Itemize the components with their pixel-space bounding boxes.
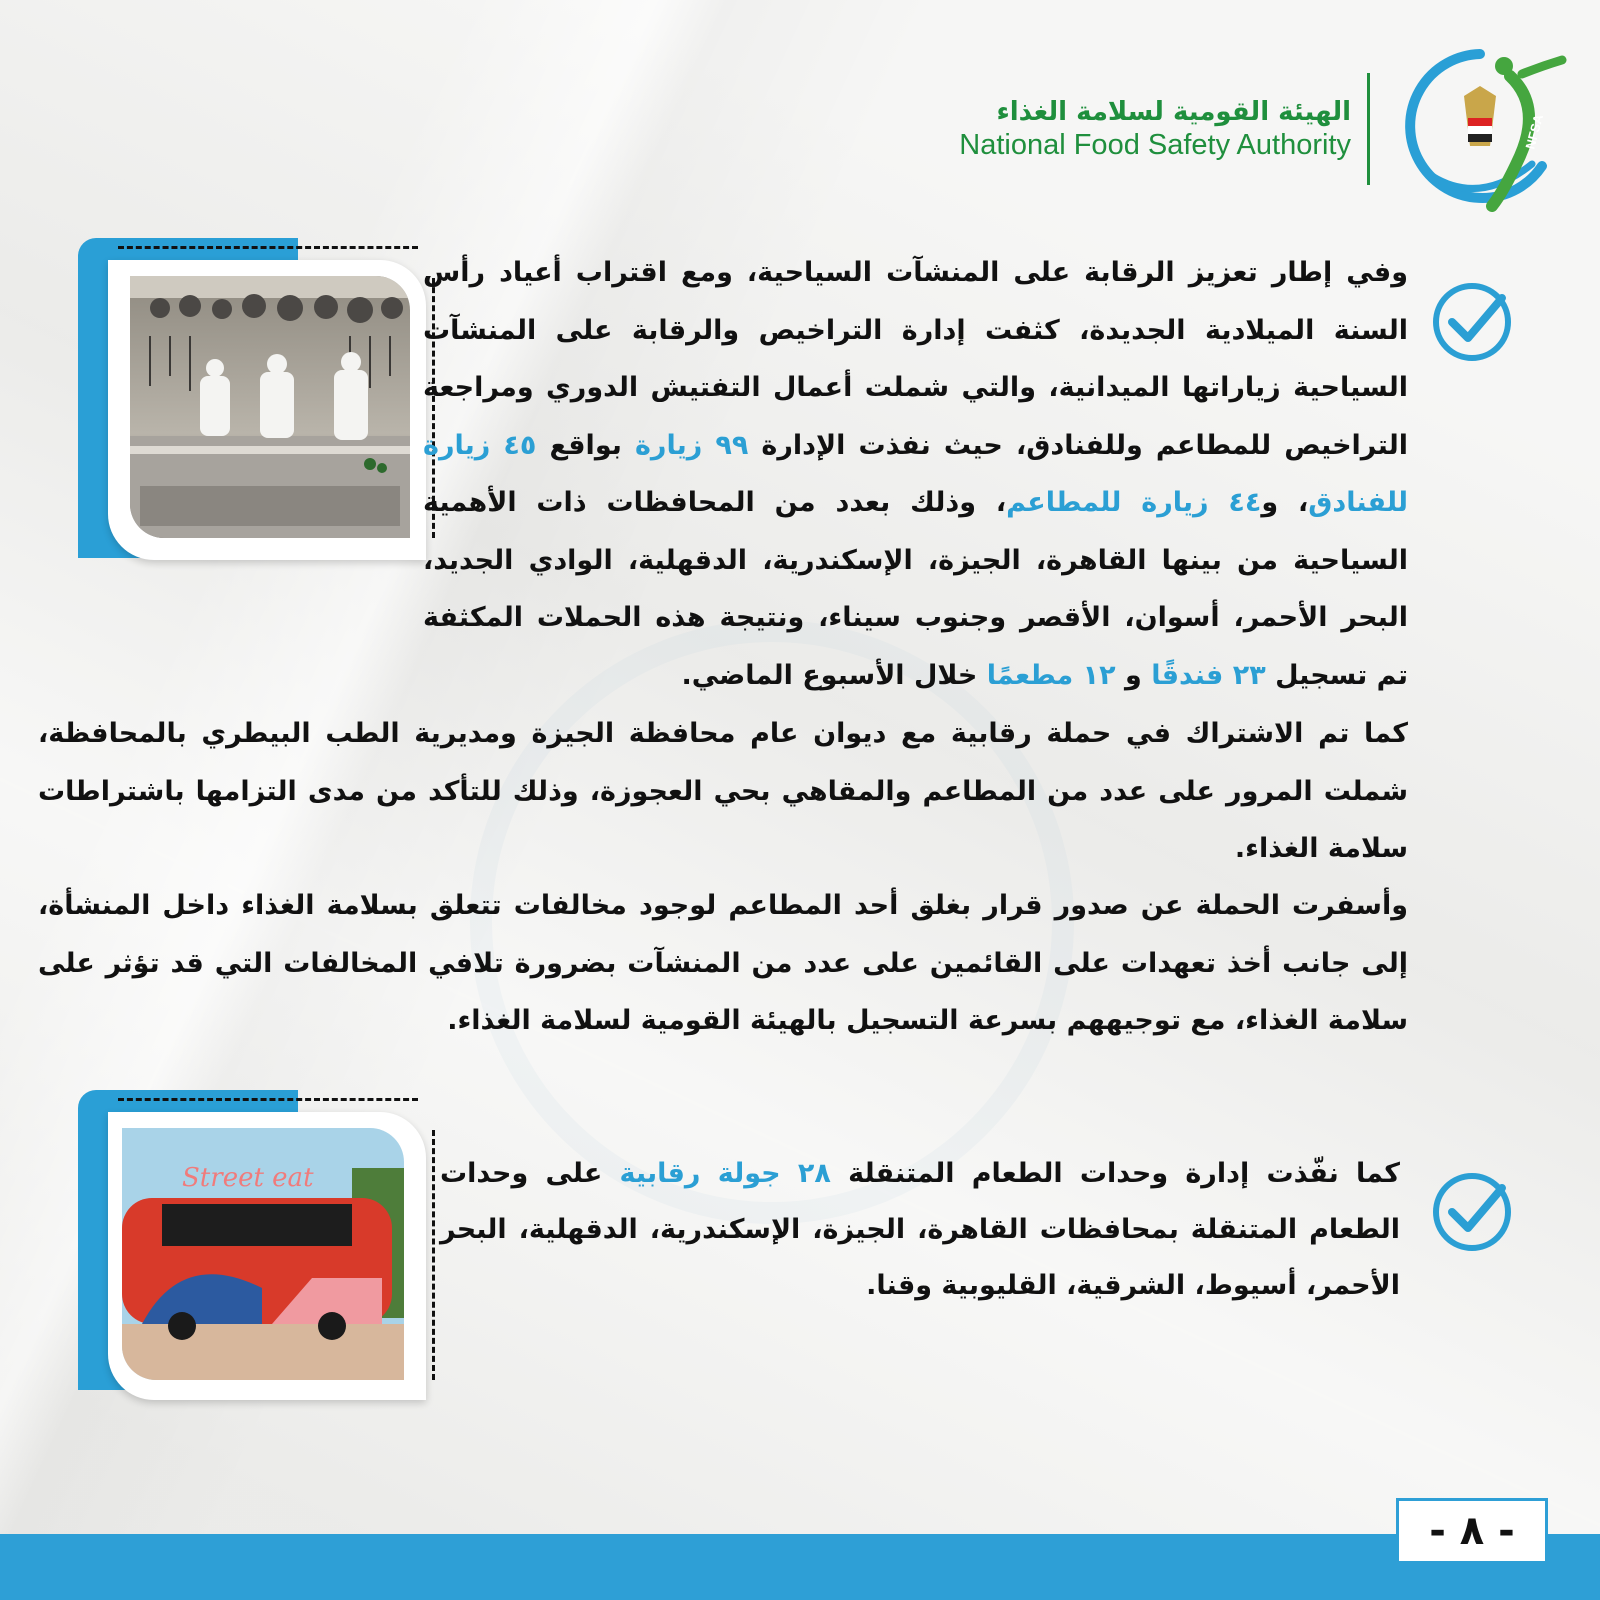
header bbox=[959, 46, 1568, 212]
frame-dashes bbox=[118, 1098, 418, 1101]
body-text: بواقع bbox=[536, 429, 635, 461]
frame-dashes bbox=[118, 246, 418, 249]
section-tourism-inspections bbox=[423, 244, 1408, 704]
body-text: ، وذلك بعدد من المحافظات ذات الأهمية السياحية من بينها القاهرة، الجيزة، الإسكندرية، الدقهلية، الوادي الجديد، البحر الأحمر، أسوان، الأقصر وجنوب سيناء، ونتيجة هذه الحملات المكثفة تم تسجيل bbox=[423, 487, 1408, 691]
highlighted-figure: ٤٤ زيارة للمطاعم bbox=[1006, 487, 1262, 518]
paragraph-tourism bbox=[423, 244, 1408, 704]
checkmark-icon bbox=[1430, 280, 1514, 364]
section-giza-campaign bbox=[38, 705, 1408, 878]
paragraph-mobile-food-units bbox=[440, 1146, 1400, 1314]
section-campaign-results bbox=[38, 877, 1408, 1050]
paragraph-giza-campaign: كما تم الاشتراك في حملة رقابية مع ديوان عام محافظة الجيزة ومديرية الطب البيطري بالمحافظة، شملت المرور على عدد من المطاعم والمقاهي بحي العجوزة، وذلك للتأكد من مدى التزامها باشتراطات سلامة الغذاء. bbox=[38, 718, 1408, 864]
body-text: على وحدات الطعام المتنقلة بمحافظات القاهرة، الجيزة، الإسكندرية، الدقهلية، البحر الأحمر، أسيوط، الشرقية، القليوبية وقنا. bbox=[440, 1158, 1400, 1301]
highlighted-figure: ٤٥ زيارة للفنادق bbox=[423, 429, 1408, 518]
food-truck-photo-frame bbox=[78, 1090, 448, 1410]
paragraph-campaign-results: وأسفرت الحملة عن صدور قرار بغلق أحد المطاعم لوجود مخالفات تتعلق بسلامة الغذاء داخل المنشأة، إلى جانب أخذ تعهدات على القائمين على عدد من المنشآت بضرورة تلافي المخالفات التي قد تؤثر على سلامة الغذاء، مع توجيههم بسرعة التسجيل بالهيئة القومية لسلامة الغذاء. bbox=[38, 890, 1408, 1036]
org-name-english: National Food Safety Authority bbox=[959, 128, 1351, 161]
org-name-arabic: الهيئة القومية لسلامة الغذاء bbox=[996, 96, 1351, 127]
org-names bbox=[959, 97, 1351, 162]
header-divider bbox=[1367, 73, 1370, 185]
body-text: وفي إطار تعزيز الرقابة على المنشآت السياحية، ومع اقتراب أعياد رأس السنة الميلادية الجديدة، كثفت إدارة التراخيص والرقابة على المنشآت السياحية زياراتها الميدانية، والتي شملت أعمال التفتيش الدوري ومراجعة التراخيص للمطاعم وللفنادق، حيث نفذت الإدارة bbox=[423, 257, 1409, 461]
highlighted-figure: ٢٣ فندقًا bbox=[1151, 659, 1266, 691]
checkmark-icon-2 bbox=[1430, 1170, 1514, 1254]
logo-text: NFSA bbox=[1522, 112, 1547, 151]
footer-bar bbox=[0, 1534, 1600, 1600]
section-mobile-food-units bbox=[440, 1146, 1400, 1314]
kitchen-photo-frame bbox=[78, 238, 448, 568]
page-number: - ٨ - bbox=[1396, 1498, 1548, 1564]
highlighted-figure: ٩٩ زيارة bbox=[634, 429, 749, 461]
kitchen-photo bbox=[130, 276, 410, 538]
highlighted-figure: ٢٨ جولة رقابية bbox=[619, 1158, 831, 1189]
highlighted-figure: ١٢ مطعمًا bbox=[986, 659, 1116, 691]
nfsa-logo bbox=[1392, 46, 1568, 212]
frame-dashes-vertical bbox=[432, 1130, 435, 1380]
body-text: كما نفّذت إدارة وحدات الطعام المتنقلة bbox=[830, 1158, 1400, 1189]
body-text: خلال الأسبوع الماضي. bbox=[681, 659, 987, 691]
body-text: ، و bbox=[1261, 487, 1309, 518]
food-truck-photo bbox=[122, 1128, 404, 1380]
body-text: و bbox=[1115, 659, 1152, 691]
truck-sign: Street eat bbox=[182, 1163, 314, 1193]
